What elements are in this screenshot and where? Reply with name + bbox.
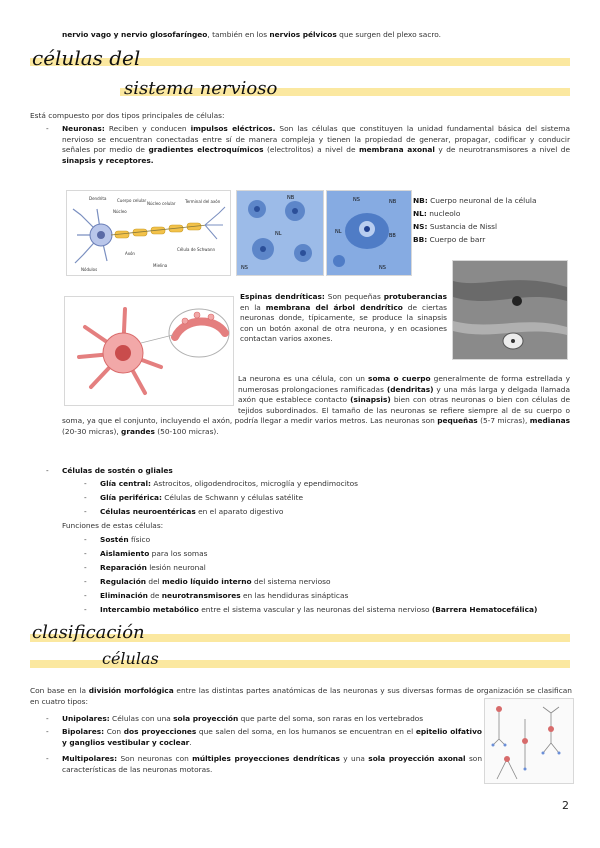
bullet-dash: - bbox=[84, 549, 87, 558]
funcion-item: Regulación del medio líquido interno del sistema nervioso bbox=[100, 577, 331, 586]
espinas-paragraph: Espinas dendríticas: Son pequeñas protuberancias en la membrana del árbol dendrítico de ciertas neuronas donde, típicamente, se produce la sinapsis con un botón axonal de otra neurona, y en ocasiones contactan varios axones. bbox=[240, 292, 447, 344]
funcion-item: Sostén físico bbox=[100, 535, 151, 544]
bullet-dash: - bbox=[46, 754, 49, 763]
bullet-dash: - bbox=[84, 577, 87, 586]
diagram-label: Nódulos bbox=[81, 267, 98, 272]
diagram-label: Mielina bbox=[153, 263, 168, 268]
diagram-label: Terminal del axón bbox=[185, 199, 221, 204]
legend-item: NB: Cuerpo neuronal de la célula bbox=[413, 196, 537, 205]
sosten-item: Células neuroentéricas en el aparato digestivo bbox=[100, 507, 284, 516]
page-number: 2 bbox=[562, 799, 569, 812]
funcion-item: Intercambio metabólico entre el sistema vascular y las neuronas del sistema nervioso (Barrera Hematocefálica) bbox=[100, 605, 538, 614]
bullet-dash: - bbox=[84, 535, 87, 544]
funciones-title: Funciones de estas células: bbox=[62, 521, 164, 530]
neuronas-paragraph: Neuronas: Reciben y conducen impulsos eléctricos. Son las células que constituyen la unidad fundamental básica del sistema nervioso se encuentran conectadas entre sí de manera compleja y tienen la propiedad de generar, propagar, codificar y conducir señales por medio de gradientes electroquímicos (electrolitos) a nivel de membrana axonal y de neurotransmisores a nivel de sinapsis y receptores. bbox=[62, 124, 570, 165]
bullet-dash: - bbox=[84, 507, 87, 516]
micro-label: NB bbox=[389, 199, 397, 205]
diagram-label: Núcleo bbox=[113, 209, 127, 214]
bullet-dash: - bbox=[84, 591, 87, 600]
funcion-item: Eliminación de neurotransmisores en las hendiduras sinápticas bbox=[100, 591, 349, 600]
micrograph-right-image bbox=[326, 190, 412, 276]
diagram-label: Célula de Schwann bbox=[177, 247, 216, 252]
clasificacion-intro: Con base en la división morfológica entre las distintas partes anatómicas de las neuronas y sus diversas formas de organización se clasifican en cuatro tipos: bbox=[30, 686, 572, 706]
legend-item: NL: nucleolo bbox=[413, 208, 461, 218]
top-line: nervio vago y nervio glosofaríngeo, también en los nervios pélvicos que surgen del plexo sacro. bbox=[62, 30, 441, 39]
diagram-label: Dendrita bbox=[89, 196, 107, 201]
bullet-dash: - bbox=[46, 714, 49, 723]
micro-label: NS bbox=[353, 197, 360, 203]
sosten-item: Glía periférica: Células de Schwann y células satélite bbox=[100, 493, 304, 502]
section-title-celulas-2: células bbox=[102, 649, 159, 668]
bullet-dash: - bbox=[84, 563, 87, 572]
neuron-types-image bbox=[484, 698, 574, 784]
tipo-bipolares: Bipolares: Con dos proyecciones que salen del soma, en los humanos se encuentran en el epitelio olfativo y ganglios vestibular y coclear. bbox=[62, 727, 482, 747]
bullet-dash: - bbox=[46, 124, 49, 133]
funcion-item: Aislamiento para los somas bbox=[100, 549, 208, 558]
diagram-label: Axón bbox=[125, 251, 135, 256]
micrograph-legend bbox=[413, 195, 537, 247]
bullet-dash: - bbox=[84, 479, 87, 488]
sosten-item: Glía central: Astrocitos, oligodendrocitos, microglía y ependimocitos bbox=[100, 479, 359, 488]
legend-item: NS: Sustancia de Nissl bbox=[413, 221, 498, 231]
bullet-dash: - bbox=[46, 727, 49, 736]
section-title-clasificacion: clasificación bbox=[32, 622, 145, 643]
micro-label: NL bbox=[335, 229, 342, 235]
section-title-celulas: células del bbox=[32, 46, 141, 70]
intro-text: Está compuesto por dos tipos principales de células: bbox=[30, 111, 225, 120]
section-title-sistema: sistema nervioso bbox=[124, 78, 278, 99]
micro-label: NS bbox=[241, 265, 248, 271]
bullet-dash: - bbox=[46, 466, 49, 475]
neurona-description: La neurona es una célula, con un soma o cuerpo generalmente de forma estrellada y numerosas prolongaciones ramificadas (dendritas) y una más larga y delgada llamada axón que establece contacto (sinapsis) bien con otras neuronas o bien con células de tejidos subordinados. El tamaño de las neuronas se refiere siempre al de su cuerpo o soma, ya que el conjunto, incluyendo el axón, podría llegar a medir varios metros. Las neuronas son pequeñas (5-7 micras), medianas (20-30 micras), grandes (50-100 micras). bbox=[62, 374, 571, 436]
funcion-item: Reparación lesión neuronal bbox=[100, 563, 206, 572]
micro-label: BB bbox=[389, 233, 396, 239]
bullet-dash: - bbox=[84, 493, 87, 502]
tipo-unipolares: Unipolares: Células con una sola proyección que parte del soma, son raras en los vertebrados bbox=[62, 714, 424, 723]
bullet-dash: - bbox=[84, 605, 87, 614]
micrograph-left-image bbox=[236, 190, 324, 276]
electron-micrograph-image bbox=[452, 260, 568, 360]
micro-label: NL bbox=[275, 231, 282, 237]
diagram-label: Cuerpo celular bbox=[117, 198, 147, 203]
micro-label: NS bbox=[379, 265, 386, 271]
sosten-title: Células de sostén o gliales bbox=[62, 466, 173, 475]
micro-label: NB bbox=[287, 195, 295, 201]
neuron-diagram-image bbox=[66, 190, 231, 276]
diagram-label: Núcleo celular bbox=[147, 201, 176, 206]
tipo-multipolares: Multipolares: Son neuronas con múltiples proyecciones dendríticas y una sola proyección axonal son características de las neuronas motoras. bbox=[62, 754, 483, 774]
legend-item: BB: Cuerpo de barr bbox=[413, 234, 486, 244]
